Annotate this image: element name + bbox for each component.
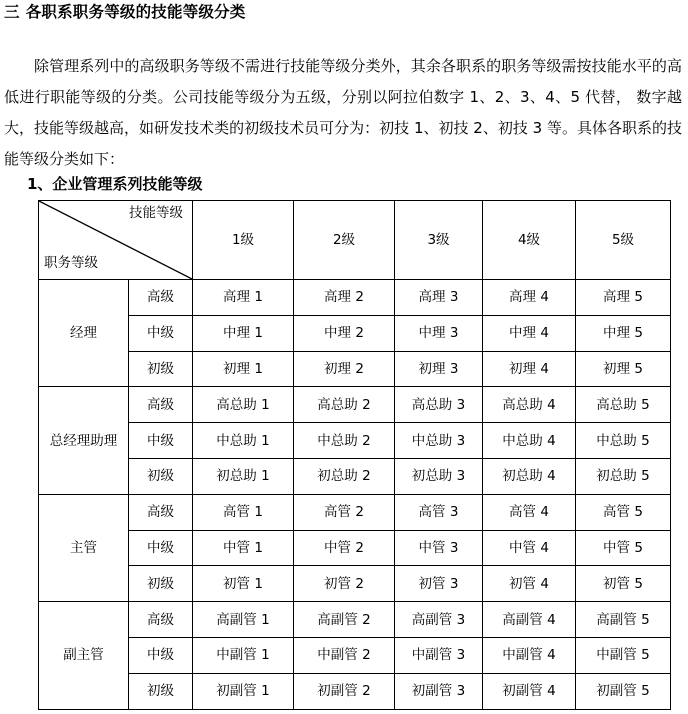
grade-cell: 中副管 1 bbox=[193, 637, 294, 673]
table-row bbox=[39, 494, 671, 530]
table-body bbox=[39, 201, 671, 710]
column-header-level-1: 1级 bbox=[193, 201, 294, 280]
grade-cell: 初副管 2 bbox=[294, 673, 395, 709]
grade-cell: 初副管 3 bbox=[395, 673, 483, 709]
grade-cell: 高理 4 bbox=[483, 280, 576, 316]
grade-cell: 中副管 2 bbox=[294, 637, 395, 673]
table-row bbox=[39, 530, 671, 566]
grade-cell: 高副管 5 bbox=[576, 602, 671, 638]
grade-cell: 高总助 4 bbox=[483, 387, 576, 423]
table-row bbox=[39, 458, 671, 494]
grade-cell: 高管 4 bbox=[483, 494, 576, 530]
grade-cell: 高总助 5 bbox=[576, 387, 671, 423]
grade-cell: 中总助 1 bbox=[193, 423, 294, 459]
post-title-cell: 经理 bbox=[39, 280, 129, 387]
column-header-level-5: 5级 bbox=[576, 201, 671, 280]
grade-cell: 高总助 2 bbox=[294, 387, 395, 423]
grade-cell: 中管 3 bbox=[395, 530, 483, 566]
grade-cell: 初副管 1 bbox=[193, 673, 294, 709]
grade-cell: 初管 2 bbox=[294, 566, 395, 602]
grade-cell: 中总助 5 bbox=[576, 423, 671, 459]
grade-cell: 高总助 1 bbox=[193, 387, 294, 423]
grade-cell: 中总助 2 bbox=[294, 423, 395, 459]
rank-cell: 初级 bbox=[129, 566, 193, 602]
grade-cell: 高理 2 bbox=[294, 280, 395, 316]
grade-cell: 中理 3 bbox=[395, 315, 483, 351]
rank-cell: 中级 bbox=[129, 530, 193, 566]
skill-level-axis-label: 技能等级 bbox=[129, 205, 183, 221]
grade-cell: 中总助 4 bbox=[483, 423, 576, 459]
column-header-level-4: 4级 bbox=[483, 201, 576, 280]
grade-cell: 中副管 5 bbox=[576, 637, 671, 673]
grade-cell: 高总助 3 bbox=[395, 387, 483, 423]
grade-cell: 中副管 3 bbox=[395, 637, 483, 673]
post-level-axis-label: 职务等级 bbox=[44, 255, 98, 271]
table-row bbox=[39, 566, 671, 602]
table-row bbox=[39, 637, 671, 673]
grade-cell: 高理 5 bbox=[576, 280, 671, 316]
grade-cell: 中理 2 bbox=[294, 315, 395, 351]
grade-cell: 初管 5 bbox=[576, 566, 671, 602]
post-title-cell: 总经理助理 bbox=[39, 387, 129, 494]
grade-cell: 初副管 5 bbox=[576, 673, 671, 709]
post-title-cell: 副主管 bbox=[39, 602, 129, 709]
grade-cell: 初理 2 bbox=[294, 351, 395, 387]
rank-cell: 高级 bbox=[129, 494, 193, 530]
column-header-level-2: 2级 bbox=[294, 201, 395, 280]
intro-paragraph: 除管理系列中的高级职务等级不需进行技能等级分类外，其余各职系的职务等级需按技能水平的高低进行职能等级的分类。公司技能等级分为五级，分别以阿拉伯数字 1、2、3、4、5 代替， 数字越大，技能等级越高，如研发技术类的初级技术员可分为：初技 1、初技 2、初技 3 等。具体各职系的技能等级分类如下： bbox=[4, 57, 682, 168]
grade-cell: 中管 5 bbox=[576, 530, 671, 566]
grade-cell: 初总助 5 bbox=[576, 458, 671, 494]
grade-cell: 高副管 4 bbox=[483, 602, 576, 638]
grade-cell: 中总助 3 bbox=[395, 423, 483, 459]
table-row bbox=[39, 673, 671, 709]
grade-cell: 中管 1 bbox=[193, 530, 294, 566]
grade-cell: 中副管 4 bbox=[483, 637, 576, 673]
grade-cell: 高副管 1 bbox=[193, 602, 294, 638]
table-row bbox=[39, 423, 671, 459]
grade-cell: 初总助 1 bbox=[193, 458, 294, 494]
table-row bbox=[39, 280, 671, 316]
page-title bbox=[4, 2, 246, 22]
grade-cell: 初管 1 bbox=[193, 566, 294, 602]
rank-cell: 初级 bbox=[129, 673, 193, 709]
page-title-text: 各职系职务等级的技能等级分类 bbox=[25, 3, 246, 21]
page-title-number: 三 bbox=[4, 3, 20, 21]
grade-cell: 高理 3 bbox=[395, 280, 483, 316]
rank-cell: 中级 bbox=[129, 637, 193, 673]
grade-cell: 高管 2 bbox=[294, 494, 395, 530]
rank-cell: 高级 bbox=[129, 602, 193, 638]
rank-cell: 中级 bbox=[129, 423, 193, 459]
table-row bbox=[39, 387, 671, 423]
table-row bbox=[39, 351, 671, 387]
grade-cell: 高管 3 bbox=[395, 494, 483, 530]
grade-cell: 高理 1 bbox=[193, 280, 294, 316]
grade-cell: 中管 4 bbox=[483, 530, 576, 566]
grade-cell: 初总助 4 bbox=[483, 458, 576, 494]
rank-cell: 高级 bbox=[129, 280, 193, 316]
rank-cell: 初级 bbox=[129, 458, 193, 494]
post-title-cell: 主管 bbox=[39, 494, 129, 601]
grade-cell: 初管 3 bbox=[395, 566, 483, 602]
grade-cell: 初理 1 bbox=[193, 351, 294, 387]
table-row bbox=[39, 602, 671, 638]
diagonal-header-cell bbox=[39, 201, 193, 280]
grade-cell: 中理 5 bbox=[576, 315, 671, 351]
table-row bbox=[39, 315, 671, 351]
grade-cell: 初总助 3 bbox=[395, 458, 483, 494]
grade-cell: 高副管 3 bbox=[395, 602, 483, 638]
grade-cell: 初总助 2 bbox=[294, 458, 395, 494]
grade-cell: 初管 4 bbox=[483, 566, 576, 602]
grade-cell: 高副管 2 bbox=[294, 602, 395, 638]
grade-cell: 高管 1 bbox=[193, 494, 294, 530]
grade-cell: 初理 3 bbox=[395, 351, 483, 387]
skill-grade-table bbox=[38, 200, 671, 710]
grade-cell: 中管 2 bbox=[294, 530, 395, 566]
rank-cell: 中级 bbox=[129, 315, 193, 351]
rank-cell: 高级 bbox=[129, 387, 193, 423]
grade-cell: 初理 4 bbox=[483, 351, 576, 387]
grade-cell: 中理 4 bbox=[483, 315, 576, 351]
grade-cell: 初副管 4 bbox=[483, 673, 576, 709]
grade-cell: 高管 5 bbox=[576, 494, 671, 530]
section-heading: 1、企业管理系列技能等级 bbox=[27, 175, 203, 193]
grade-cell: 初理 5 bbox=[576, 351, 671, 387]
table-header-row bbox=[39, 201, 671, 280]
column-header-level-3: 3级 bbox=[395, 201, 483, 280]
rank-cell: 初级 bbox=[129, 351, 193, 387]
grade-cell: 中理 1 bbox=[193, 315, 294, 351]
